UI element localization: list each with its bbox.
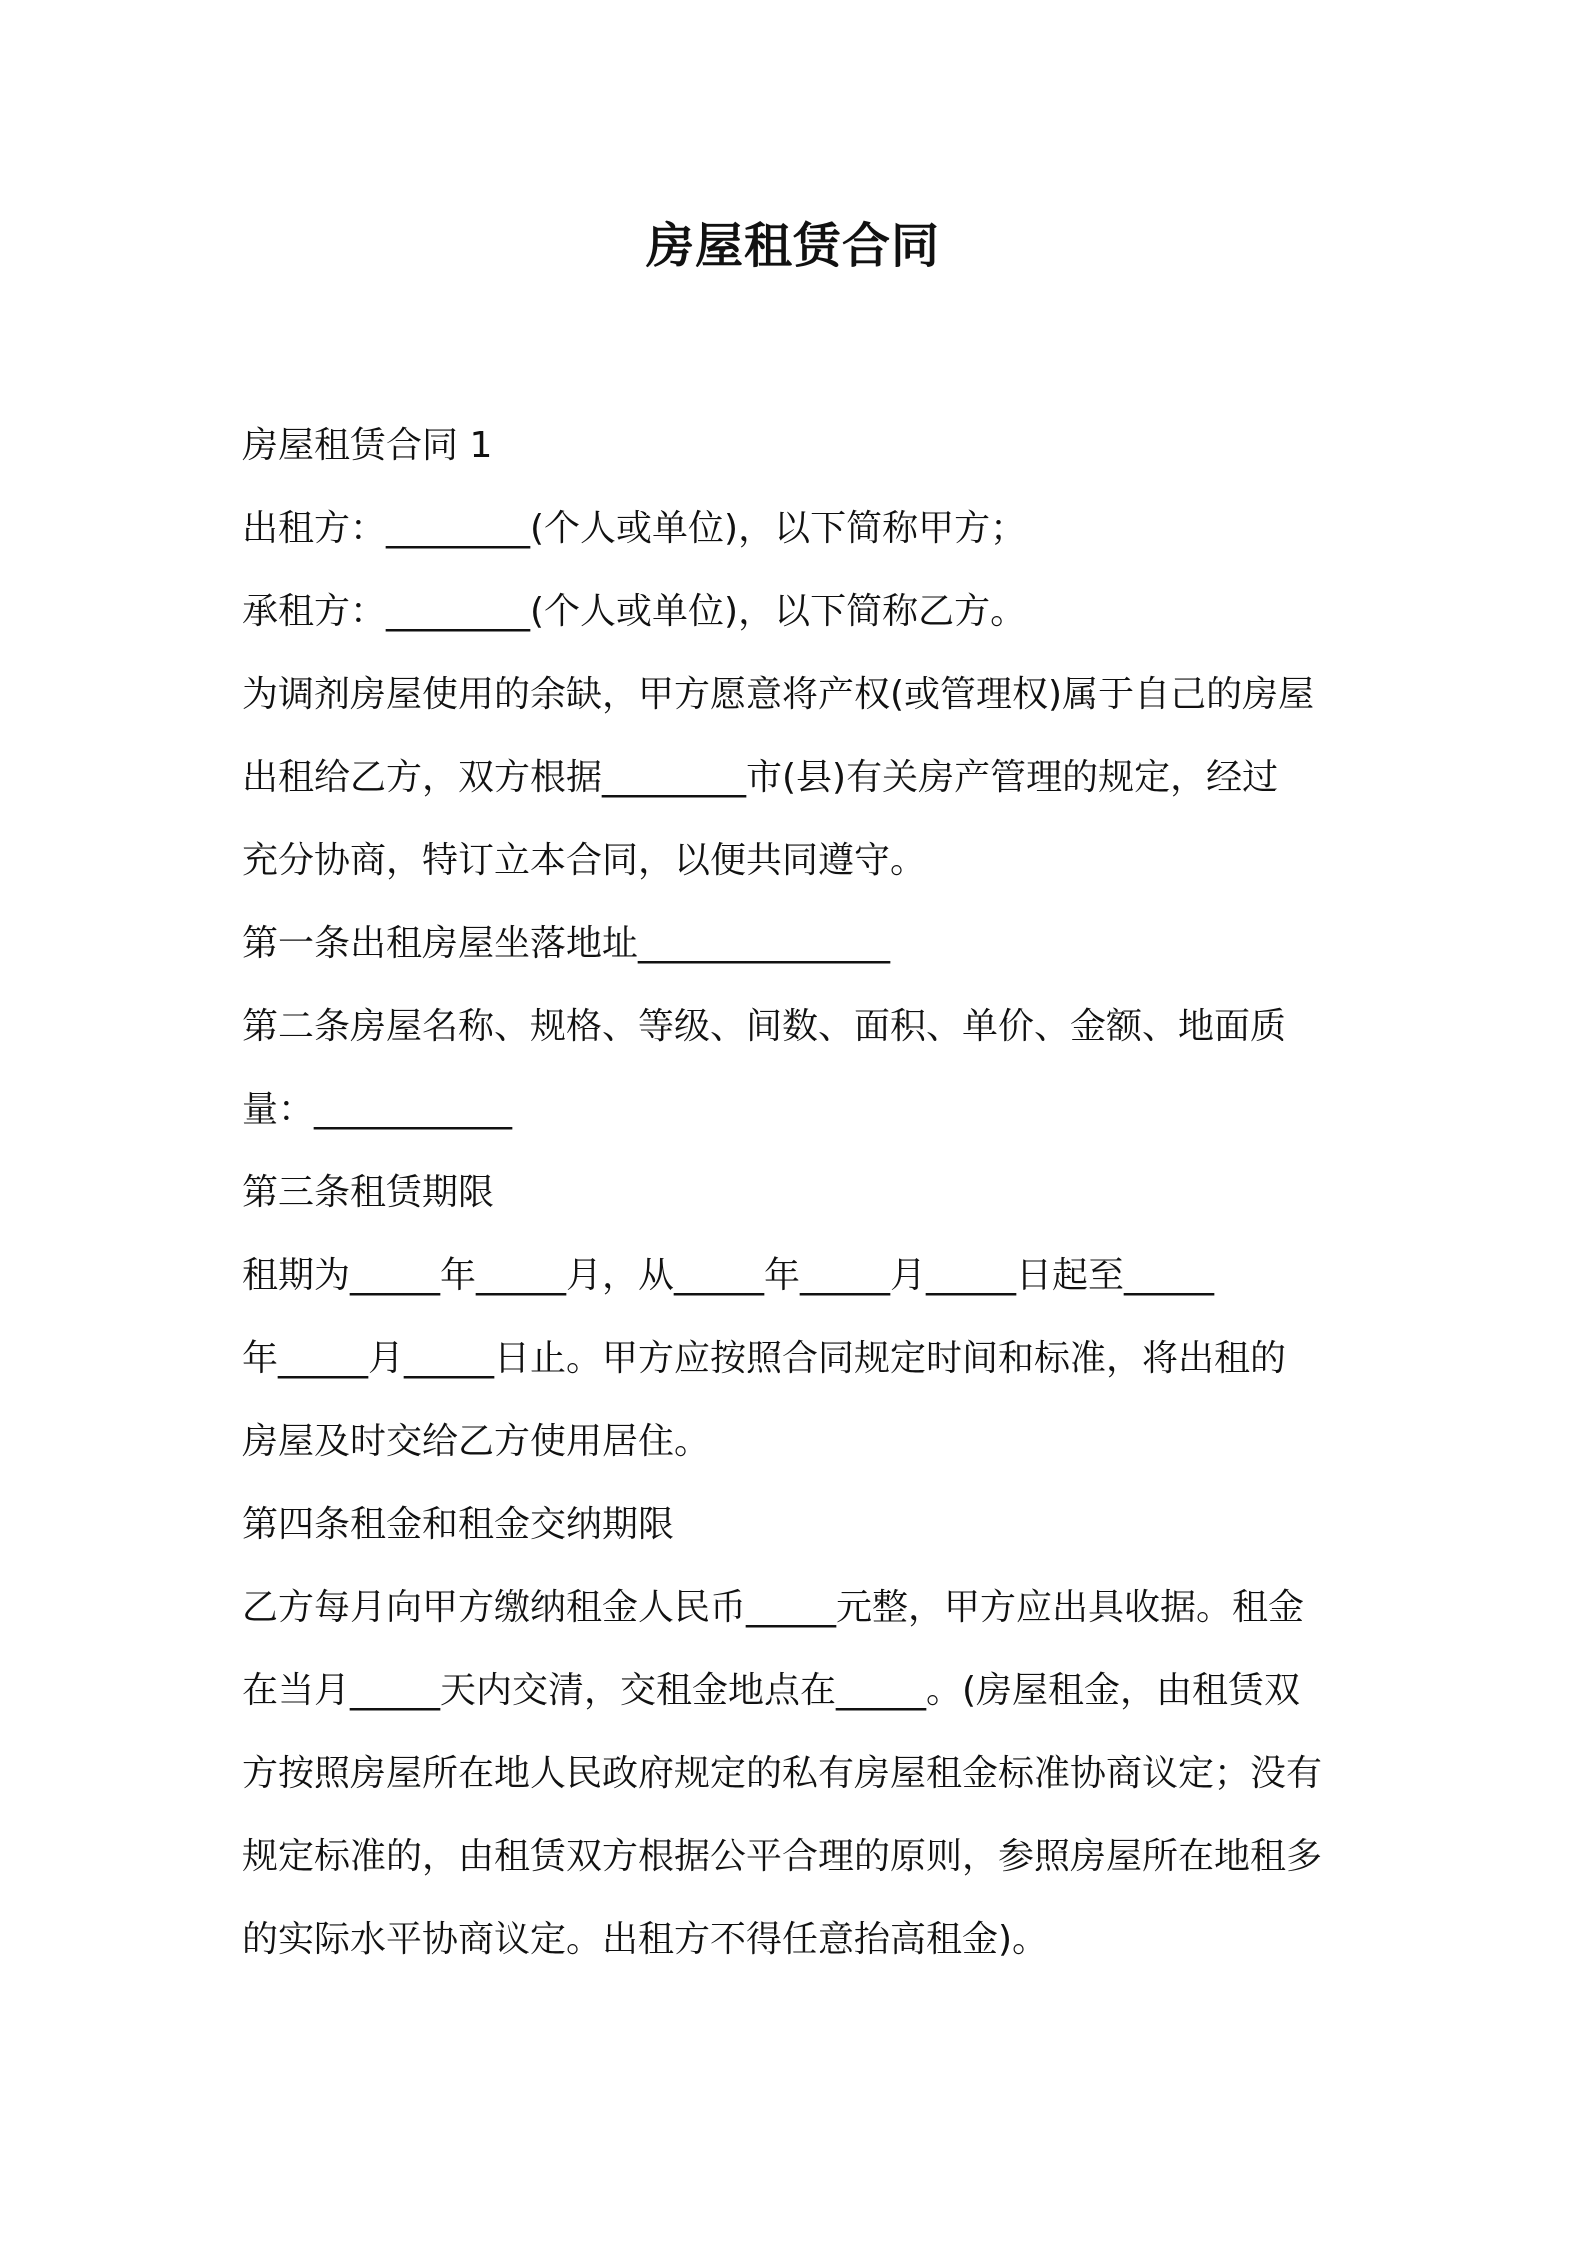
paragraph-line: 第四条租金和租金交纳期限 (242, 1504, 675, 1545)
paragraph-line: 量：___________ (242, 1089, 513, 1130)
document-body (242, 404, 1362, 1981)
paragraph-line: 规定标准的，由租赁双方根据公平合理的原则，参照房屋所在地租多 (242, 1836, 1323, 1877)
paragraph-line: 租期为_____年_____月，从_____年_____月_____日起至_____ (242, 1255, 1215, 1296)
paragraph-line: 房屋租赁合同 1 (242, 425, 493, 466)
paragraph-line: 充分协商，特订立本合同，以便共同遵守。 (242, 840, 927, 881)
paragraph-line: 承租方：________(个人或单位)，以下简称乙方。 (242, 591, 1027, 632)
paragraph-line: 为调剂房屋使用的余缺，甲方愿意将产权(或管理权)属于自己的房屋 (242, 674, 1315, 715)
paragraph-line: 在当月_____天内交清，交租金地点在_____。(房屋租金，由租赁双 (242, 1670, 1301, 1711)
paragraph-line: 房屋及时交给乙方使用居住。 (242, 1421, 711, 1462)
paragraph-line: 出租方：________(个人或单位)，以下简称甲方； (242, 508, 1027, 549)
paragraph-line: 第三条租赁期限 (242, 1172, 495, 1213)
paragraph-line: 方按照房屋所在地人民政府规定的私有房屋租金标准协商议定；没有 (242, 1753, 1323, 1794)
paragraph-line: 第一条出租房屋坐落地址______________ (242, 923, 891, 964)
paragraph-line: 第二条房屋名称、规格、等级、间数、面积、单价、金额、地面质 (242, 1006, 1287, 1047)
paragraph-line: 出租给乙方，双方根据________市(县)有关房产管理的规定，经过 (242, 757, 1279, 798)
paragraph-line: 年_____月_____日止。甲方应按照合同规定时间和标准，将出租的 (242, 1338, 1287, 1379)
paragraph-line: 乙方每月向甲方缴纳租金人民币_____元整，甲方应出具收据。租金 (242, 1587, 1305, 1628)
document-title: 房屋租赁合同 (645, 218, 940, 274)
paragraph-line: 的实际水平协商议定。出租方不得任意抬高租金)。 (242, 1919, 1049, 1960)
